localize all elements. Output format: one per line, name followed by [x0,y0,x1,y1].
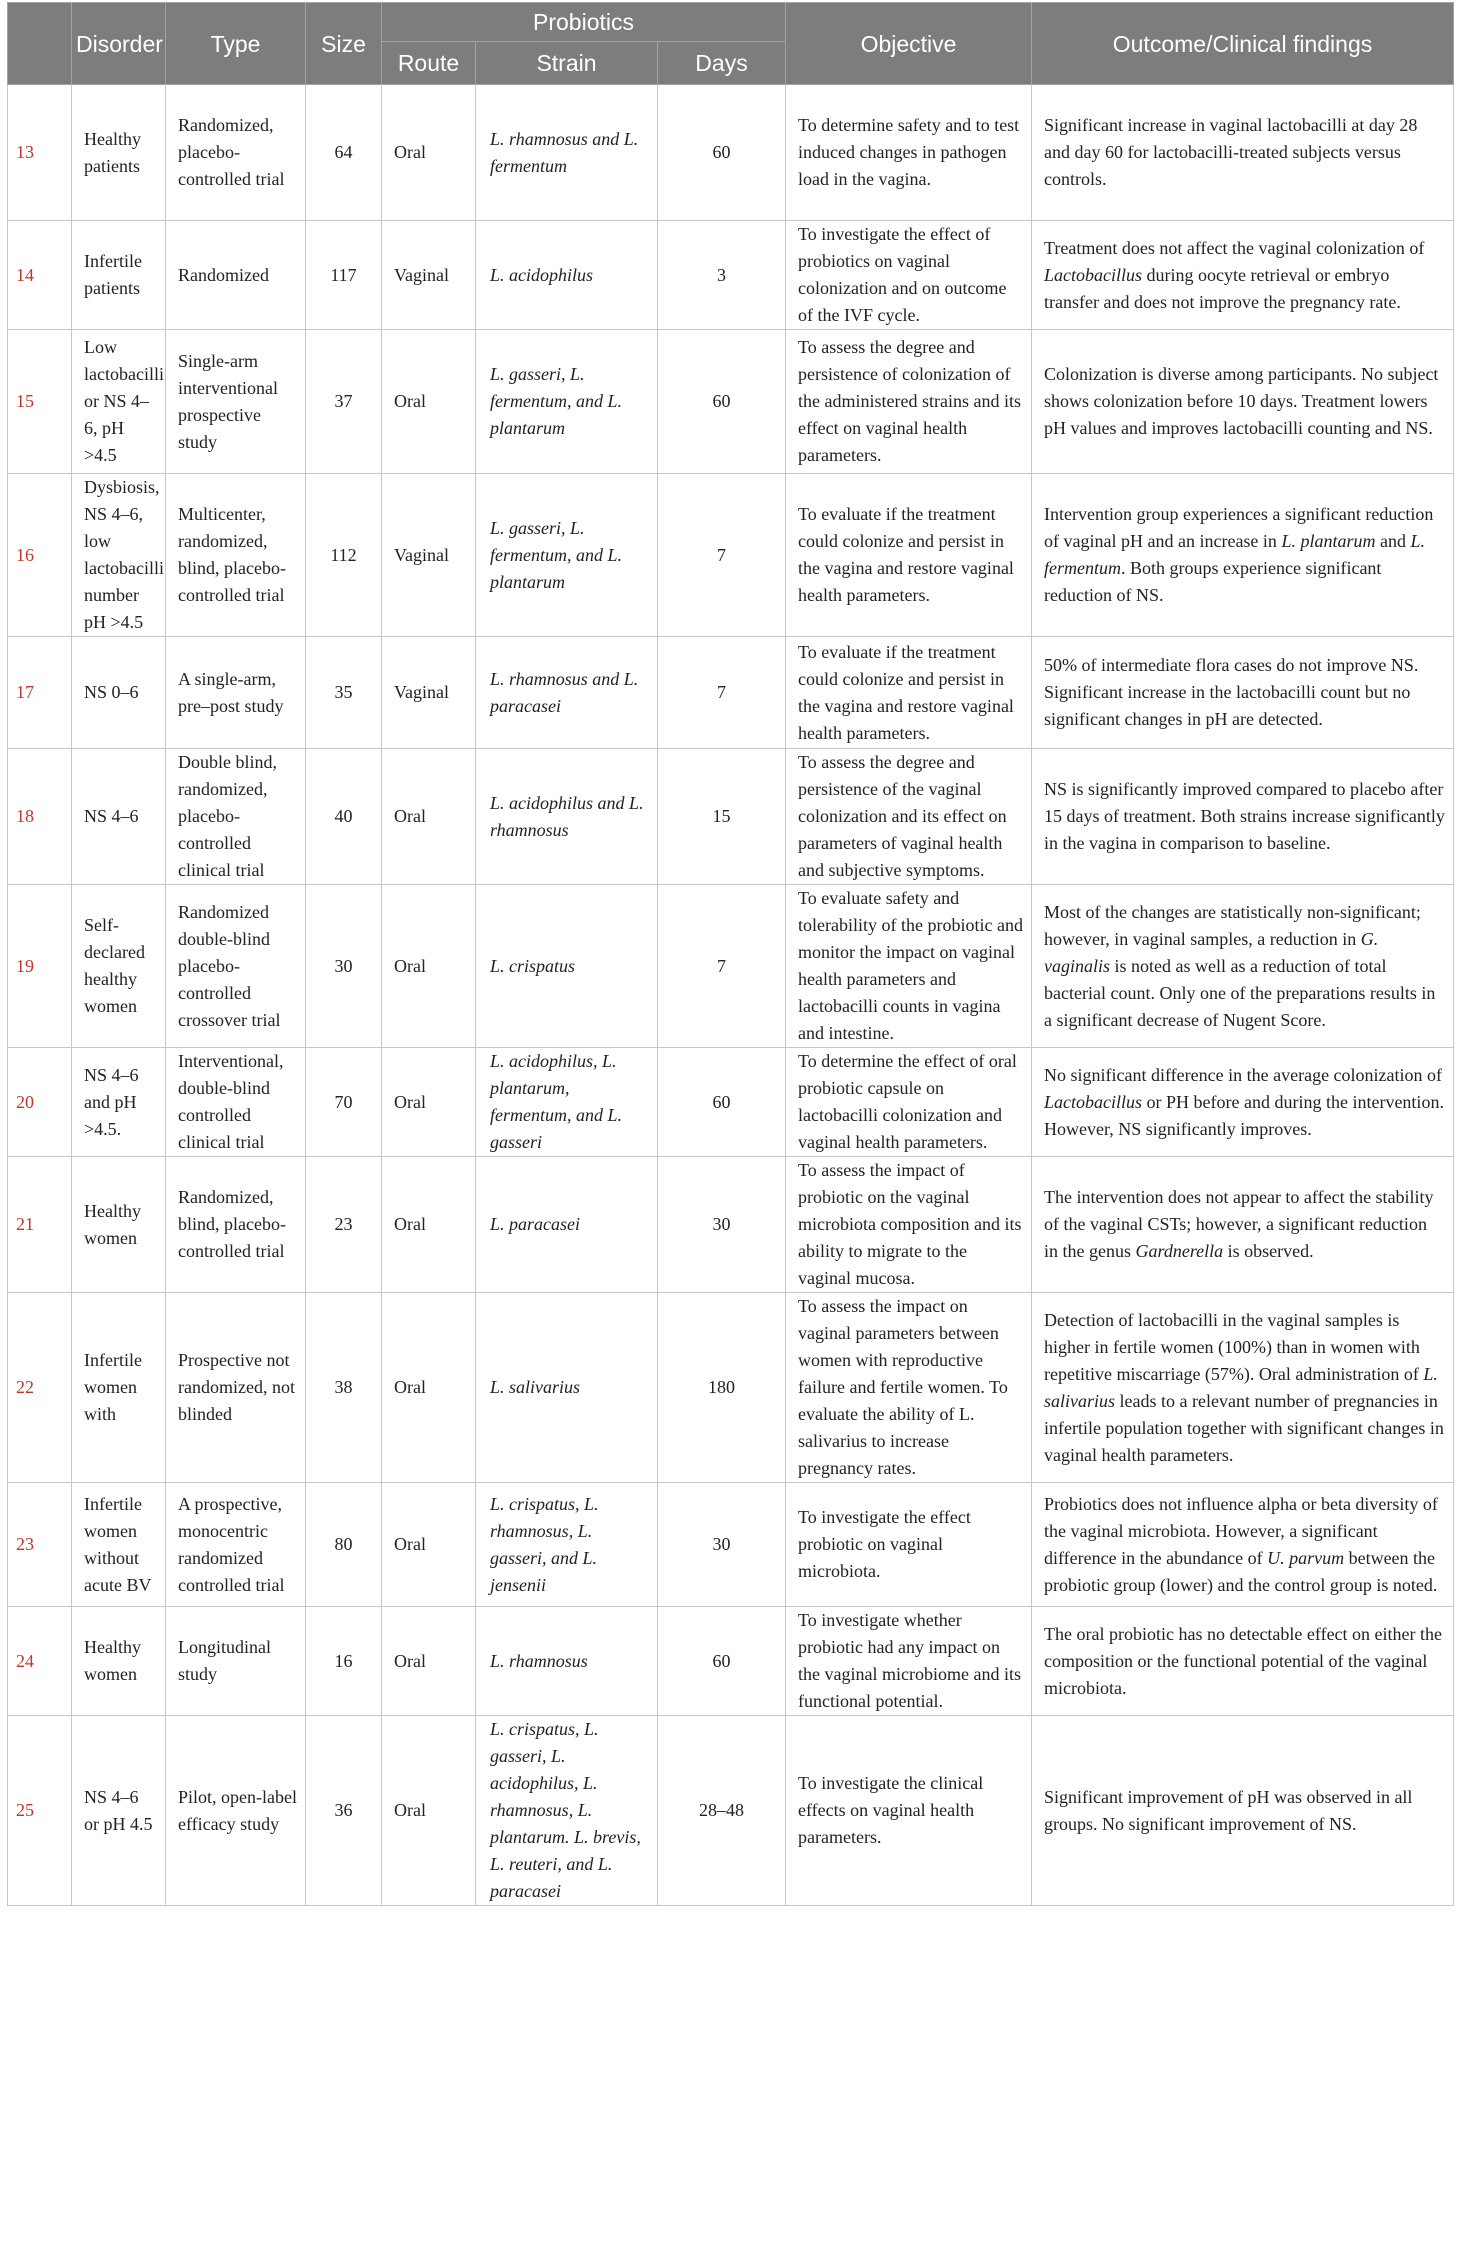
days-cell: 30 [658,1483,786,1607]
days-cell: 60 [658,1048,786,1157]
row-number: 22 [8,1293,72,1483]
table-row [8,885,1454,1048]
outcome-cell [1032,1293,1454,1483]
strain-cell: L. acidophilus and L. rhamnosus [476,749,658,885]
route-cell: Oral [382,1157,476,1293]
objective-cell: To determine safety and to test induced changes in pathogen load in the vagina. [786,85,1032,221]
header-days: Days [658,42,786,85]
size-cell: 36 [306,1716,382,1906]
outcome-text: Treatment does not affect the vaginal colonization of [1044,237,1425,258]
route-cell: Oral [382,1048,476,1157]
header-outcome: Outcome/Clinical findings [1032,3,1454,85]
outcome-text: is observed. [1223,1241,1314,1261]
outcome-text: Probiotics does not influence alpha or beta diversity of the vaginal microbiota. However, a significant difference in the abundance of [1044,1493,1438,1568]
type-cell: Pilot, open-label efficacy study [166,1716,306,1906]
table-body [8,85,1454,1906]
outcome-text: Significant increase in vaginal lactobacilli at day 28 and day 60 for lactobacilli-treated subjects versus controls. [1044,115,1418,189]
days-cell: 60 [658,330,786,474]
outcome-text: Detection of lactobacilli in the vaginal samples is higher in fertile women (100%) than in women with repetitive miscarriage (57%). Oral administration of [1044,1309,1424,1384]
outcome-text: during oocyte retrieval or embryo transfer and does not improve the pregnancy rate. [1044,264,1401,312]
outcome-cell [1032,885,1454,1048]
row-number: 18 [8,749,72,885]
outcome-text: 50% of intermediate flora cases do not improve NS. Significant increase in the lactobacilli count but no significant changes in pH are detected. [1044,655,1419,729]
objective-cell: To assess the impact on vaginal parameters between women with reproductive failure and fertile women. To evaluate the ability of L. salivarius to increase pregnancy rates. [786,1293,1032,1483]
size-cell: 70 [306,1048,382,1157]
outcome-cell [1032,1048,1454,1157]
outcome-text: leads to a relevant number of pregnancies in infertile population together with significant changes in vaginal health parameters. [1044,1390,1444,1465]
size-cell: 117 [306,221,382,330]
disorder-cell: NS 0–6 [72,637,166,749]
header-size: Size [306,3,382,85]
outcome-cell [1032,1607,1454,1716]
outcome-italic-text: Lactobacillus [1044,1091,1143,1112]
route-cell: Oral [382,885,476,1048]
strain-cell: L. rhamnosus [476,1607,658,1716]
outcome-text: Most of the changes are statistically non-significant; however, in vaginal samples, a reduction in [1044,901,1421,949]
route-cell: Oral [382,1607,476,1716]
disorder-cell: Infertile women with [72,1293,166,1483]
header-objective: Objective [786,3,1032,85]
outcome-cell [1032,85,1454,221]
table-row [8,330,1454,474]
outcome-italic-text: U. parvum [1267,1547,1345,1568]
header-probiotics: Probiotics [382,3,786,42]
disorder-cell: Infertile patients [72,221,166,330]
outcome-text: and [1375,531,1411,551]
table-row [8,1483,1454,1607]
row-number: 13 [8,85,72,221]
outcome-text: Colonization is diverse among participants. No subject shows colonization before 10 days. Treatment lowers pH values and improves lactobacilli counting and NS. [1044,364,1439,438]
size-cell: 64 [306,85,382,221]
table-row [8,1293,1454,1483]
outcome-text: The intervention does not appear to affect the stability of the vaginal CSTs; however, a significant reduction in the genus [1044,1187,1434,1261]
row-number: 16 [8,474,72,637]
table-row [8,85,1454,221]
row-number: 21 [8,1157,72,1293]
outcome-text: between the probiotic group (lower) and the control group is noted. [1044,1547,1438,1595]
size-cell: 16 [306,1607,382,1716]
row-number: 15 [8,330,72,474]
table-row [8,1607,1454,1716]
outcome-cell [1032,330,1454,474]
size-cell: 23 [306,1157,382,1293]
header-strain: Strain [476,42,658,85]
strain-cell: L. crispatus [476,885,658,1048]
objective-cell: To evaluate if the treatment could colonize and persist in the vagina and restore vaginal health parameters. [786,474,1032,637]
outcome-text: is noted as well as a reduction of total bacterial count. Only one of the preparations results in a significant decrease of Nugent Score. [1044,955,1436,1030]
outcome-text: or PH before and during the intervention. However, NS significantly improves. [1044,1091,1444,1139]
objective-cell: To assess the degree and persistence of colonization of the administered strains and its effect on vaginal health parameters. [786,330,1032,474]
header-route: Route [382,42,476,85]
objective-cell: To investigate whether probiotic had any impact on the vaginal microbiome and its functional potential. [786,1607,1032,1716]
objective-cell: To assess the degree and persistence of the vaginal colonization and its effect on parameters of vaginal health and subjective symptoms. [786,749,1032,885]
days-cell: 60 [658,1607,786,1716]
type-cell: A prospective, monocentric randomized controlled trial [166,1483,306,1607]
route-cell: Oral [382,1716,476,1906]
strain-cell: L. crispatus, L. rhamnosus, L. gasseri, and L. jensenii [476,1483,658,1607]
outcome-italic-text: L. plantarum [1281,531,1376,551]
outcome-cell [1032,221,1454,330]
objective-cell: To assess the impact of probiotic on the vaginal microbiota composition and its ability to migrate to the vaginal mucosa. [786,1157,1032,1293]
disorder-cell: NS 4–6 and pH >4.5. [72,1048,166,1157]
table-row [8,1157,1454,1293]
objective-cell: To evaluate if the treatment could colonize and persist in the vagina and restore vaginal health parameters. [786,637,1032,749]
route-cell: Vaginal [382,474,476,637]
disorder-cell: Low lactobacilli or NS 4–6, pH >4.5 [72,330,166,474]
outcome-italic-text: Lactobacillus [1044,264,1143,285]
days-cell: 7 [658,885,786,1048]
days-cell: 15 [658,749,786,885]
header-type: Type [166,3,306,85]
type-cell: Interventional, double-blind controlled clinical trial [166,1048,306,1157]
header-row-top [8,3,1454,42]
table-row [8,749,1454,885]
days-cell: 60 [658,85,786,221]
table-row [8,1048,1454,1157]
outcome-text: No significant difference in the average colonization of [1044,1064,1443,1085]
strain-cell: L. crispatus, L. gasseri, L. acidophilus, L. rhamnosus, L. plantarum. L. brevis, L. reuteri, and L. paracasei [476,1716,658,1906]
route-cell: Oral [382,85,476,221]
type-cell: Randomized [166,221,306,330]
outcome-cell [1032,1716,1454,1906]
strain-cell: L. paracasei [476,1157,658,1293]
table-row [8,1716,1454,1906]
size-cell: 80 [306,1483,382,1607]
route-cell: Vaginal [382,637,476,749]
strain-cell: L. gasseri, L. fermentum, and L. plantarum [476,330,658,474]
clinical-trials-table [7,2,1454,1906]
row-number: 19 [8,885,72,1048]
objective-cell: To determine the effect of oral probiotic capsule on lactobacilli colonization and vaginal health parameters. [786,1048,1032,1157]
row-number: 20 [8,1048,72,1157]
disorder-cell: Dysbiosis, NS 4–6, low lactobacilli number pH >4.5 [72,474,166,637]
table-row [8,637,1454,749]
outcome-cell [1032,749,1454,885]
table-row [8,474,1454,637]
strain-cell: L. rhamnosus and L. paracasei [476,637,658,749]
route-cell: Oral [382,1293,476,1483]
disorder-cell: Healthy patients [72,85,166,221]
strain-cell: L. rhamnosus and L. fermentum [476,85,658,221]
row-number: 25 [8,1716,72,1906]
type-cell: Multicenter, randomized, blind, placebo-controlled trial [166,474,306,637]
route-cell: Oral [382,330,476,474]
disorder-cell: Healthy women [72,1607,166,1716]
outcome-cell [1032,1483,1454,1607]
route-cell: Oral [382,749,476,885]
row-number: 24 [8,1607,72,1716]
size-cell: 38 [306,1293,382,1483]
type-cell: Longitudinal study [166,1607,306,1716]
disorder-cell: NS 4–6 or pH 4.5 [72,1716,166,1906]
objective-cell: To investigate the effect probiotic on vaginal microbiota. [786,1483,1032,1607]
days-cell: 7 [658,474,786,637]
outcome-cell [1032,637,1454,749]
row-number: 23 [8,1483,72,1607]
days-cell: 30 [658,1157,786,1293]
outcome-text: Intervention group experiences a significant reduction of vaginal pH and an increase in [1044,504,1434,551]
strain-cell: L. salivarius [476,1293,658,1483]
outcome-text: The oral probiotic has no detectable effect on either the composition or the functional potential of the vaginal microbiota. [1044,1623,1443,1698]
outcome-italic-text: L. fermentum [1044,531,1425,578]
disorder-cell: NS 4–6 [72,749,166,885]
type-cell: Prospective not randomized, not blinded [166,1293,306,1483]
objective-cell: To investigate the effect of probiotics on vaginal colonization and on outcome of the IVF cycle. [786,221,1032,330]
row-number: 14 [8,221,72,330]
outcome-cell [1032,474,1454,637]
row-number: 17 [8,637,72,749]
size-cell: 35 [306,637,382,749]
header-disorder: Disorder [72,3,166,85]
outcome-cell [1032,1157,1454,1293]
outcome-text: NS is significantly improved compared to placebo after 15 days of treatment. Both strains increase significantly in the vagina in comparison to baseline. [1044,779,1445,853]
size-cell: 112 [306,474,382,637]
objective-cell: To evaluate safety and tolerability of the probiotic and monitor the impact on vaginal health parameters and lactobacilli counts in vagina and intestine. [786,885,1032,1048]
days-cell: 3 [658,221,786,330]
days-cell: 180 [658,1293,786,1483]
disorder-cell: Infertile women without acute BV [72,1483,166,1607]
type-cell: Randomized, placebo-controlled trial [166,85,306,221]
size-cell: 37 [306,330,382,474]
days-cell: 7 [658,637,786,749]
type-cell: Randomized, blind, placebo-controlled trial [166,1157,306,1293]
outcome-italic-text: L. salivarius [1044,1363,1438,1411]
header-number-blank [8,3,72,85]
outcome-italic-text: G. vaginalis [1044,928,1379,976]
days-cell: 28–48 [658,1716,786,1906]
outcome-text: Significant improvement of pH was observed in all groups. No significant improvement of NS. [1044,1786,1413,1834]
strain-cell: L. gasseri, L. fermentum, and L. plantarum [476,474,658,637]
outcome-italic-text: Gardnerella [1135,1241,1224,1261]
type-cell: A single-arm, pre–post study [166,637,306,749]
route-cell: Vaginal [382,221,476,330]
route-cell: Oral [382,1483,476,1607]
type-cell: Double blind, randomized, placebo-controlled clinical trial [166,749,306,885]
table-row [8,221,1454,330]
size-cell: 40 [306,749,382,885]
type-cell: Single-arm interventional prospective study [166,330,306,474]
objective-cell: To investigate the clinical effects on vaginal health parameters. [786,1716,1032,1906]
size-cell: 30 [306,885,382,1048]
strain-cell: L. acidophilus, L. plantarum, fermentum, and L. gasseri [476,1048,658,1157]
disorder-cell: Self-declared healthy women [72,885,166,1048]
type-cell: Randomized double-blind placebo-controlled crossover trial [166,885,306,1048]
disorder-cell: Healthy women [72,1157,166,1293]
outcome-text: . Both groups experience significant reduction of NS. [1044,558,1382,605]
strain-cell: L. acidophilus [476,221,658,330]
